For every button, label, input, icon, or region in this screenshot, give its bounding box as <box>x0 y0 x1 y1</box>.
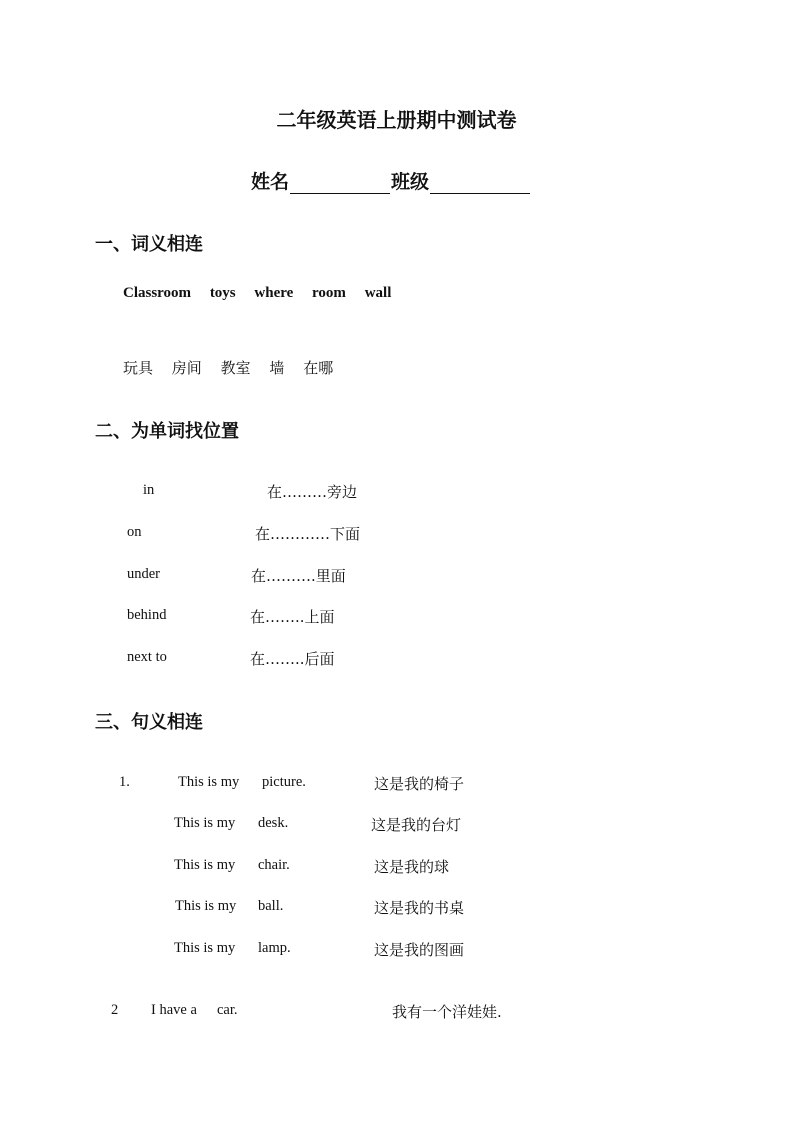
sentence-meaning: 这是我的椅子 <box>374 775 465 793</box>
section-1-heading: 一、词义相连 <box>95 234 203 255</box>
sentence-prefix: I have a <box>151 1002 197 1018</box>
word-item: 玩具 <box>123 359 154 377</box>
sentence-meaning: 我有一个洋娃娃. <box>392 1003 502 1021</box>
sentence-meaning: 这是我的台灯 <box>371 816 462 834</box>
sentence-prefix: This is my <box>174 940 236 956</box>
sentence-word: chair. <box>258 857 290 873</box>
sentence-word: car. <box>217 1002 238 1018</box>
position-word: behind <box>127 607 167 623</box>
sentence-word: ball. <box>258 898 284 914</box>
sentence-prefix: This is my <box>174 857 236 873</box>
section-2-heading: 二、为单词找位置 <box>95 421 239 442</box>
word-item: 教室 <box>220 359 251 377</box>
section-3-heading: 三、句义相连 <box>95 712 203 733</box>
class-blank[interactable] <box>430 173 530 194</box>
word-item: Classroom <box>123 285 192 301</box>
position-meaning: 在……..后面 <box>250 650 335 668</box>
sentence-word: desk. <box>258 815 289 831</box>
name-blank[interactable] <box>290 173 390 194</box>
sentence-word: lamp. <box>258 940 291 956</box>
sentence-word: picture. <box>262 774 306 790</box>
word-item: toys <box>209 285 236 301</box>
word-item: 在哪 <box>303 359 334 377</box>
name-label: 姓名 <box>251 171 290 193</box>
class-label: 班级 <box>391 171 430 193</box>
page-title: 二年级英语上册期中测试卷 <box>276 108 517 132</box>
english-word-list <box>123 285 406 302</box>
word-item: 房间 <box>171 359 202 377</box>
sentence-prefix: This is my <box>174 815 236 831</box>
word-item: 墙 <box>269 359 285 377</box>
position-word: next to <box>127 649 167 665</box>
student-info-row <box>251 167 531 194</box>
sentence-meaning: 这是我的图画 <box>374 941 465 959</box>
word-item: where <box>254 285 294 301</box>
position-meaning: 在………旁边 <box>267 483 358 501</box>
chinese-word-list <box>123 357 347 378</box>
sentence-meaning: 这是我的书桌 <box>374 899 465 917</box>
position-word: in <box>143 482 155 498</box>
position-word: under <box>127 566 161 582</box>
group-number: 2 <box>111 1002 119 1018</box>
sentence-prefix: This is my <box>175 898 237 914</box>
sentence-prefix: This is my <box>178 774 240 790</box>
position-meaning: 在……..上面 <box>250 608 335 626</box>
position-meaning: 在…………下面 <box>255 525 361 543</box>
word-item: wall <box>364 285 392 301</box>
group-number: 1. <box>119 774 130 790</box>
sentence-meaning: 这是我的球 <box>374 858 450 876</box>
position-word: on <box>127 524 142 540</box>
position-meaning: 在……….里面 <box>251 567 346 585</box>
word-item: room <box>312 285 346 301</box>
